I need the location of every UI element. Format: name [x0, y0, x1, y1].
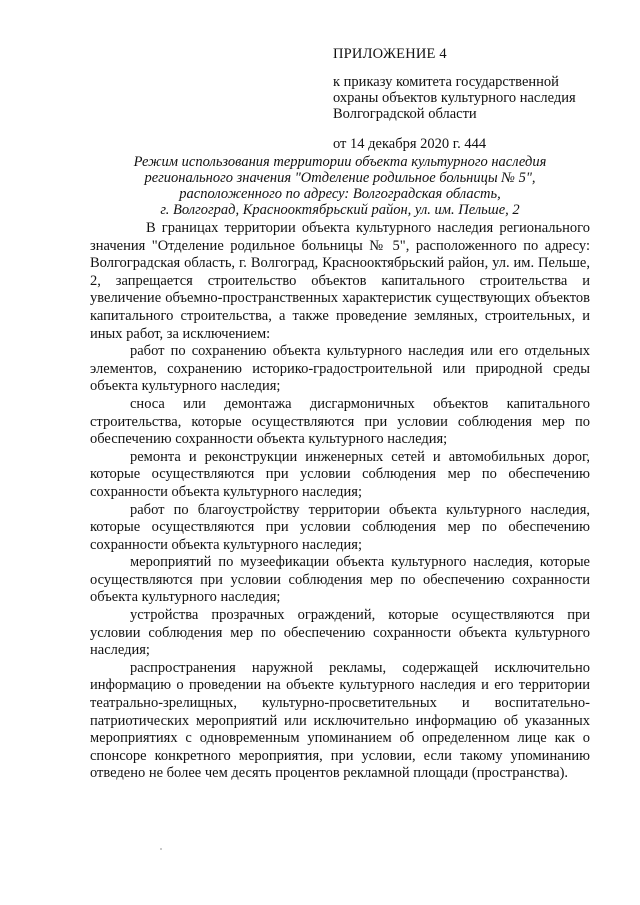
exception-item: распространения наружной рекламы, содержащей исключительно информацию о проведении на объекте культурного наследия и его территории театрально-зрелищных, культурно-просветительных и воспитательно-патриотических мероприятий или исключительно информацию об указанных мероприятиях с одновременным упоминанием об определенном лице как о спонсоре конкретного мероприятия, при условии, если такому упоминанию отведено не более чем десять процентов рекламной площади (пространства). [90, 659, 590, 782]
exception-item: сноса или демонтажа дисгармоничных объектов капитального строительства, которые осуществляются при условии соблюдения мер по обеспечению сохранности объекта культурного наследия; [90, 395, 590, 448]
exception-item: мероприятий по музеефикации объекта культурного наследия, которые осуществляются при условии соблюдения мер по обеспечению сохранности объекта культурного наследия; [90, 554, 590, 606]
scan-speck [160, 848, 162, 850]
order-reference-line: охраны объектов культурного наследия [333, 90, 576, 106]
exception-item: работ по сохранению объекта культурного наследия или его отдельных элементов, сохранению историко-градостроительной или природной среды объекта культурного наследия; [90, 343, 590, 395]
appendix-title: ПРИЛОЖЕНИЕ 4 [333, 46, 447, 62]
heading-line: регионального значения "Отделение родильное больницы № 5", [144, 170, 536, 186]
document-body [90, 220, 590, 783]
intro-paragraph: В границах территории объекта культурного наследия регионального значения "Отделение родильное больницы № 5", расположенного по адресу: Волгоградская область, г. Волгоград, Краснооктябрьский район, ул. им. Пельше, 2, запрещается строительство объектов капитального строительства и увеличение объемно-пространственных характеристик существующих объектов капитального строительства, а также проведение земляных, строительных, и иных работ, за исключением: [90, 220, 590, 342]
document-heading [90, 154, 590, 218]
order-date: от 14 декабря 2020 г. 444 [333, 136, 487, 152]
appendix-block [333, 46, 603, 152]
order-reference-line: Волгоградской области [333, 106, 477, 122]
exception-item: устройства прозрачных ограждений, которые осуществляются при условии соблюдения мер по обеспечению сохранности объекта культурного наследия; [90, 607, 590, 659]
exception-item: работ по благоустройству территории объекта культурного наследия, которые осуществляются при условии соблюдения мер по обеспечению сохранности объекта культурного наследия; [90, 501, 590, 553]
exception-item: ремонта и реконструкции инженерных сетей и автомобильных дорог, которые осуществляются при условии соблюдения мер по обеспечению сохранности объекта культурного наследия; [90, 448, 590, 500]
heading-line: Режим использования территории объекта культурного наследия [133, 154, 547, 170]
heading-line: г. Волгоград, Краснооктябрьский район, ул. им. Пельше, 2 [160, 202, 520, 218]
order-reference-line: к приказу комитета государственной [333, 74, 559, 90]
heading-line: расположенного по адресу: Волгоградская область, [179, 186, 501, 202]
